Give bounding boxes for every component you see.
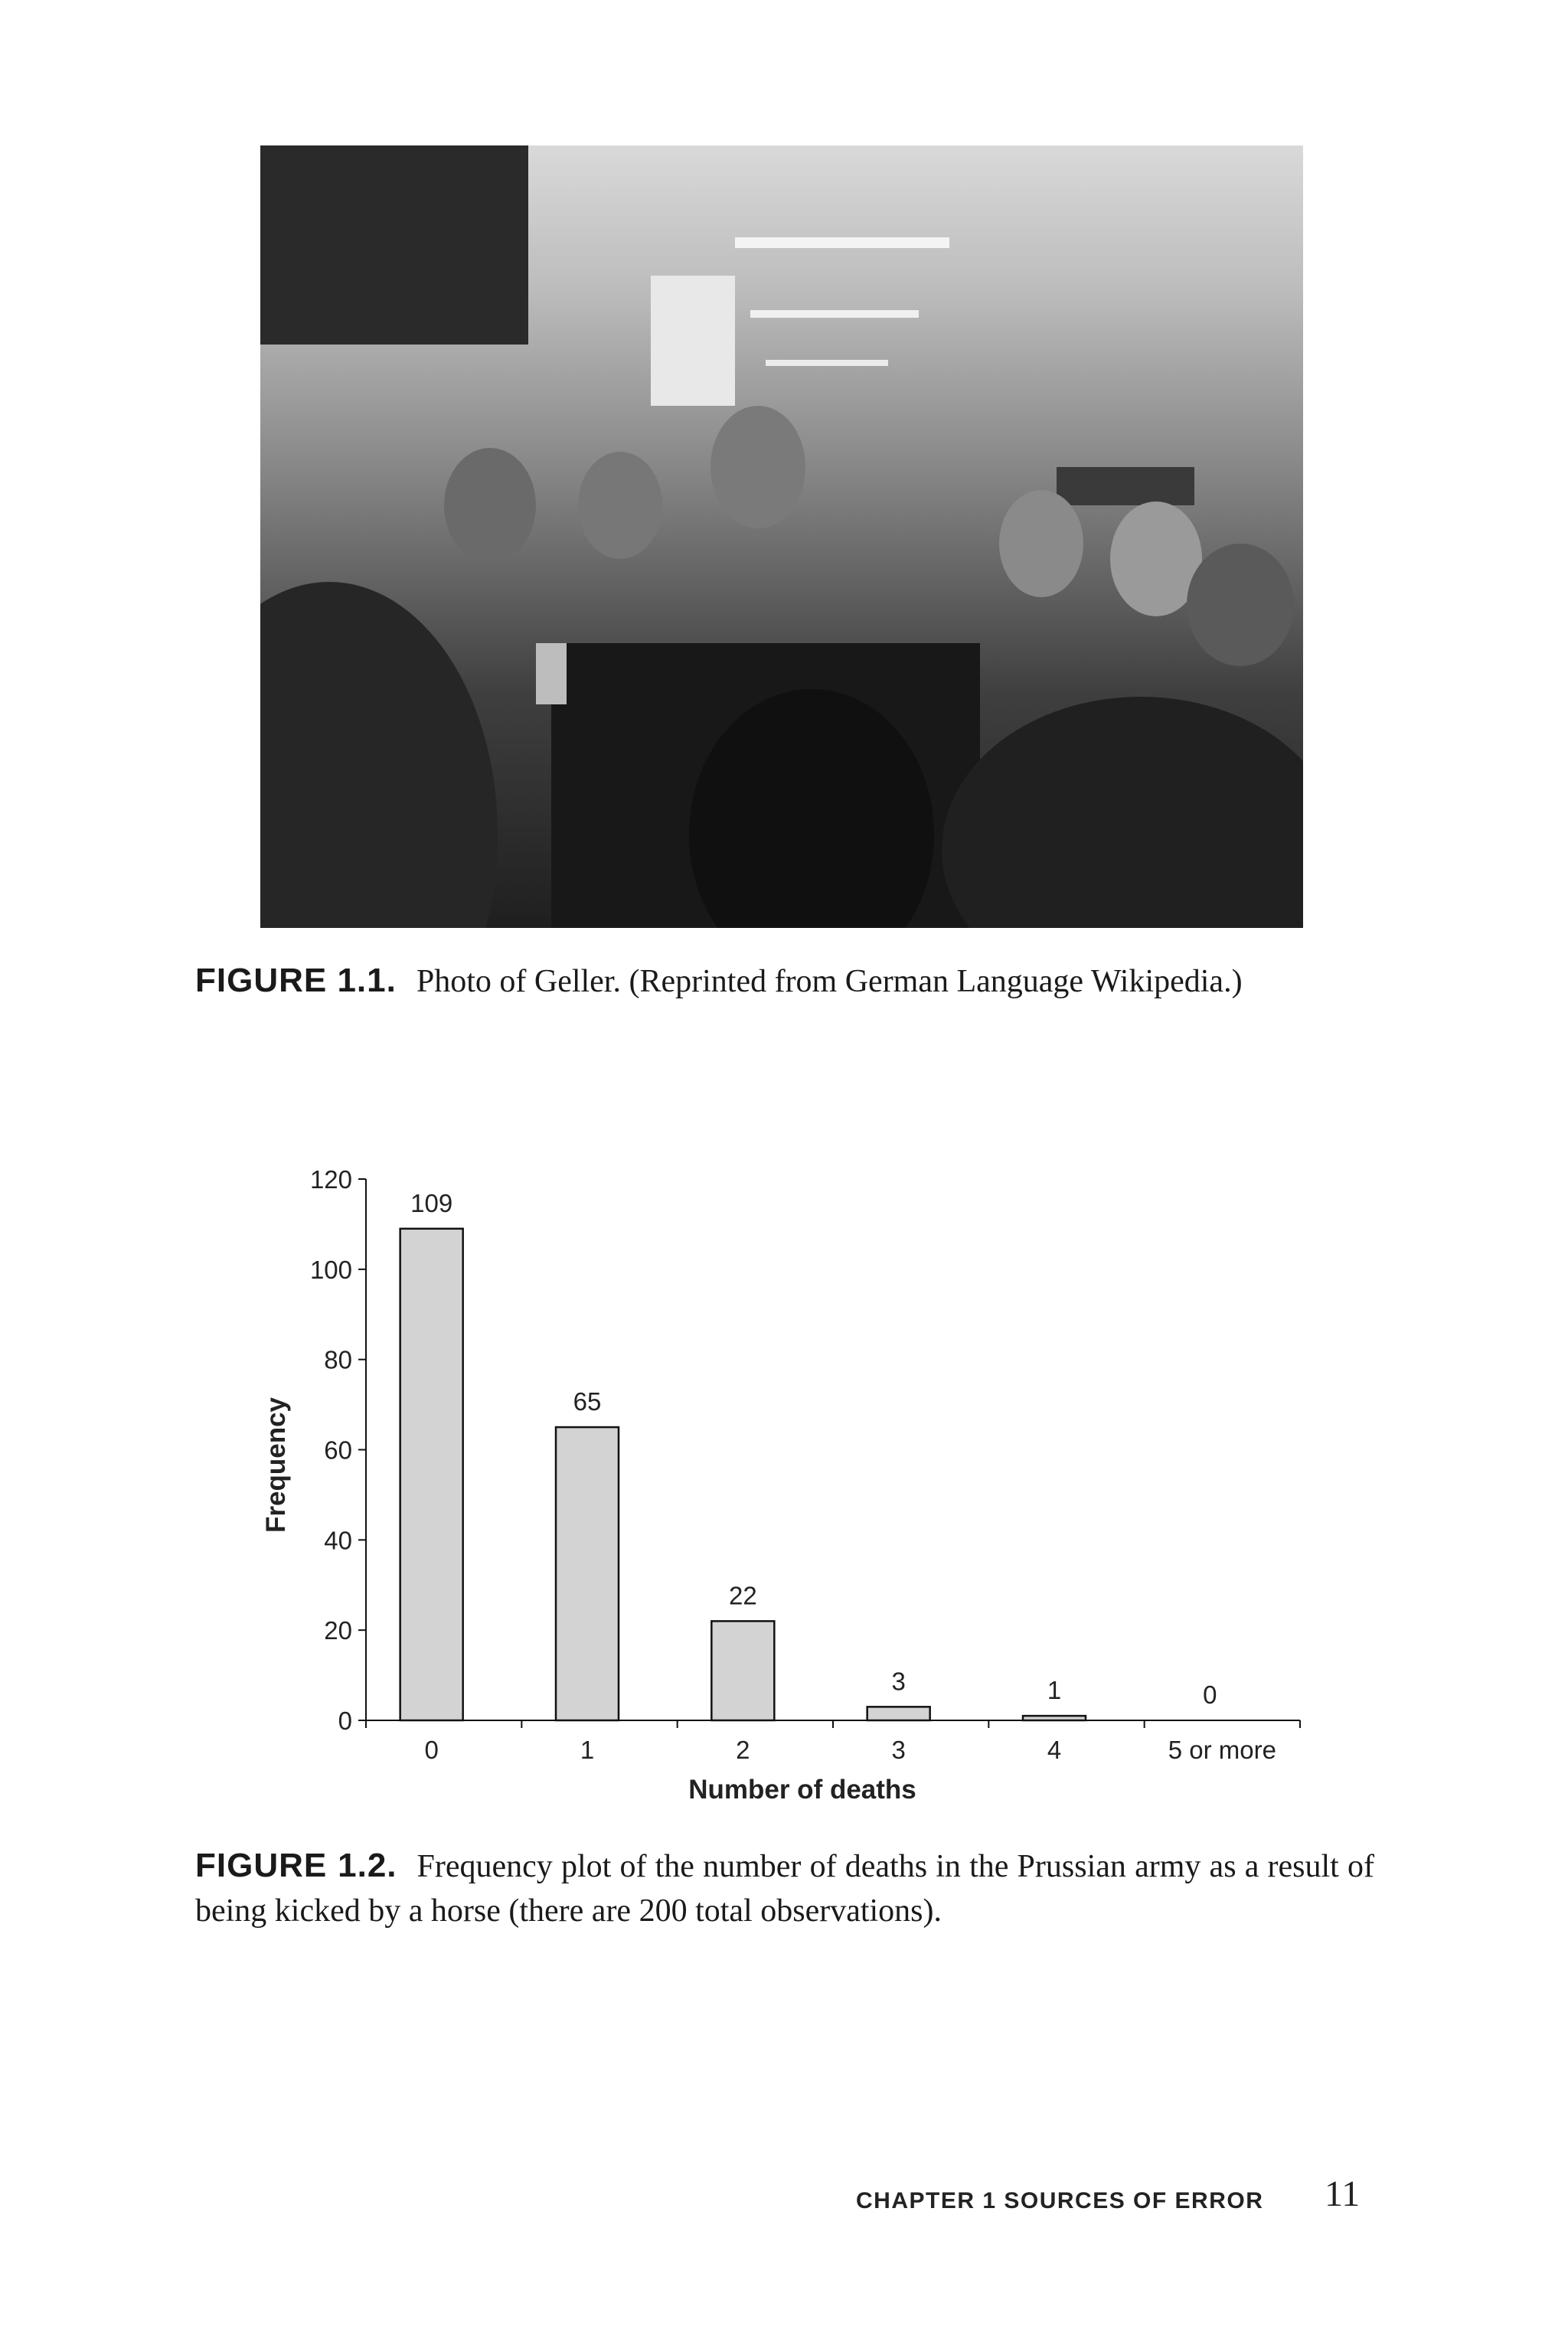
bar xyxy=(1023,1716,1086,1720)
x-tick-label: 4 xyxy=(1047,1736,1062,1764)
y-tick-label: 60 xyxy=(324,1436,352,1465)
running-footer-chapter: CHAPTER 1 SOURCES OF ERROR xyxy=(856,2188,1264,2213)
bar-data-label: 3 xyxy=(891,1667,906,1696)
x-tick-label: 0 xyxy=(424,1736,439,1764)
bar-chart-svg xyxy=(245,1148,1332,1838)
bar-data-label: 22 xyxy=(728,1581,757,1610)
photo-illustration xyxy=(260,145,1303,928)
bar-data-label: 0 xyxy=(1203,1681,1217,1709)
figure-1-1-caption xyxy=(195,959,1374,1004)
figure-label: FIGURE 1.2. xyxy=(195,1847,397,1884)
bar-data-label: 109 xyxy=(410,1188,453,1217)
figure-label: FIGURE 1.1. xyxy=(195,962,397,999)
y-tick-label: 120 xyxy=(309,1165,352,1194)
bar xyxy=(711,1621,774,1720)
page-number: 11 xyxy=(1325,2174,1361,2214)
y-tick-label: 40 xyxy=(324,1526,352,1555)
geller-photo xyxy=(260,145,1303,928)
x-axis-title: Number of deaths xyxy=(688,1775,916,1805)
figure-caption-text: Photo of Geller. (Reprinted from German Language Wikipedia.) xyxy=(416,964,1243,999)
y-axis-title: Frequency xyxy=(261,1397,291,1533)
bar xyxy=(867,1707,930,1720)
x-tick-label: 1 xyxy=(580,1736,595,1764)
bar-data-label: 1 xyxy=(1047,1676,1062,1705)
y-tick-label: 80 xyxy=(324,1345,352,1374)
x-tick-label: 2 xyxy=(736,1736,750,1764)
figure-1-2-caption xyxy=(195,1844,1374,1933)
y-tick-label: 0 xyxy=(338,1707,352,1735)
bar-data-label: 65 xyxy=(573,1387,602,1416)
bar xyxy=(556,1427,619,1720)
x-tick-label: 3 xyxy=(891,1736,906,1764)
deaths-frequency-chart xyxy=(245,1148,1332,1838)
y-tick-label: 20 xyxy=(324,1616,352,1645)
figure-caption-text: Frequency plot of the number of deaths in the Prussian army as a result of being kicked by a horse (there are 200 total observations). xyxy=(195,1849,1374,1929)
x-tick-label: 5 or more xyxy=(1168,1736,1276,1764)
y-tick-label: 100 xyxy=(309,1255,352,1284)
bar xyxy=(400,1229,463,1720)
